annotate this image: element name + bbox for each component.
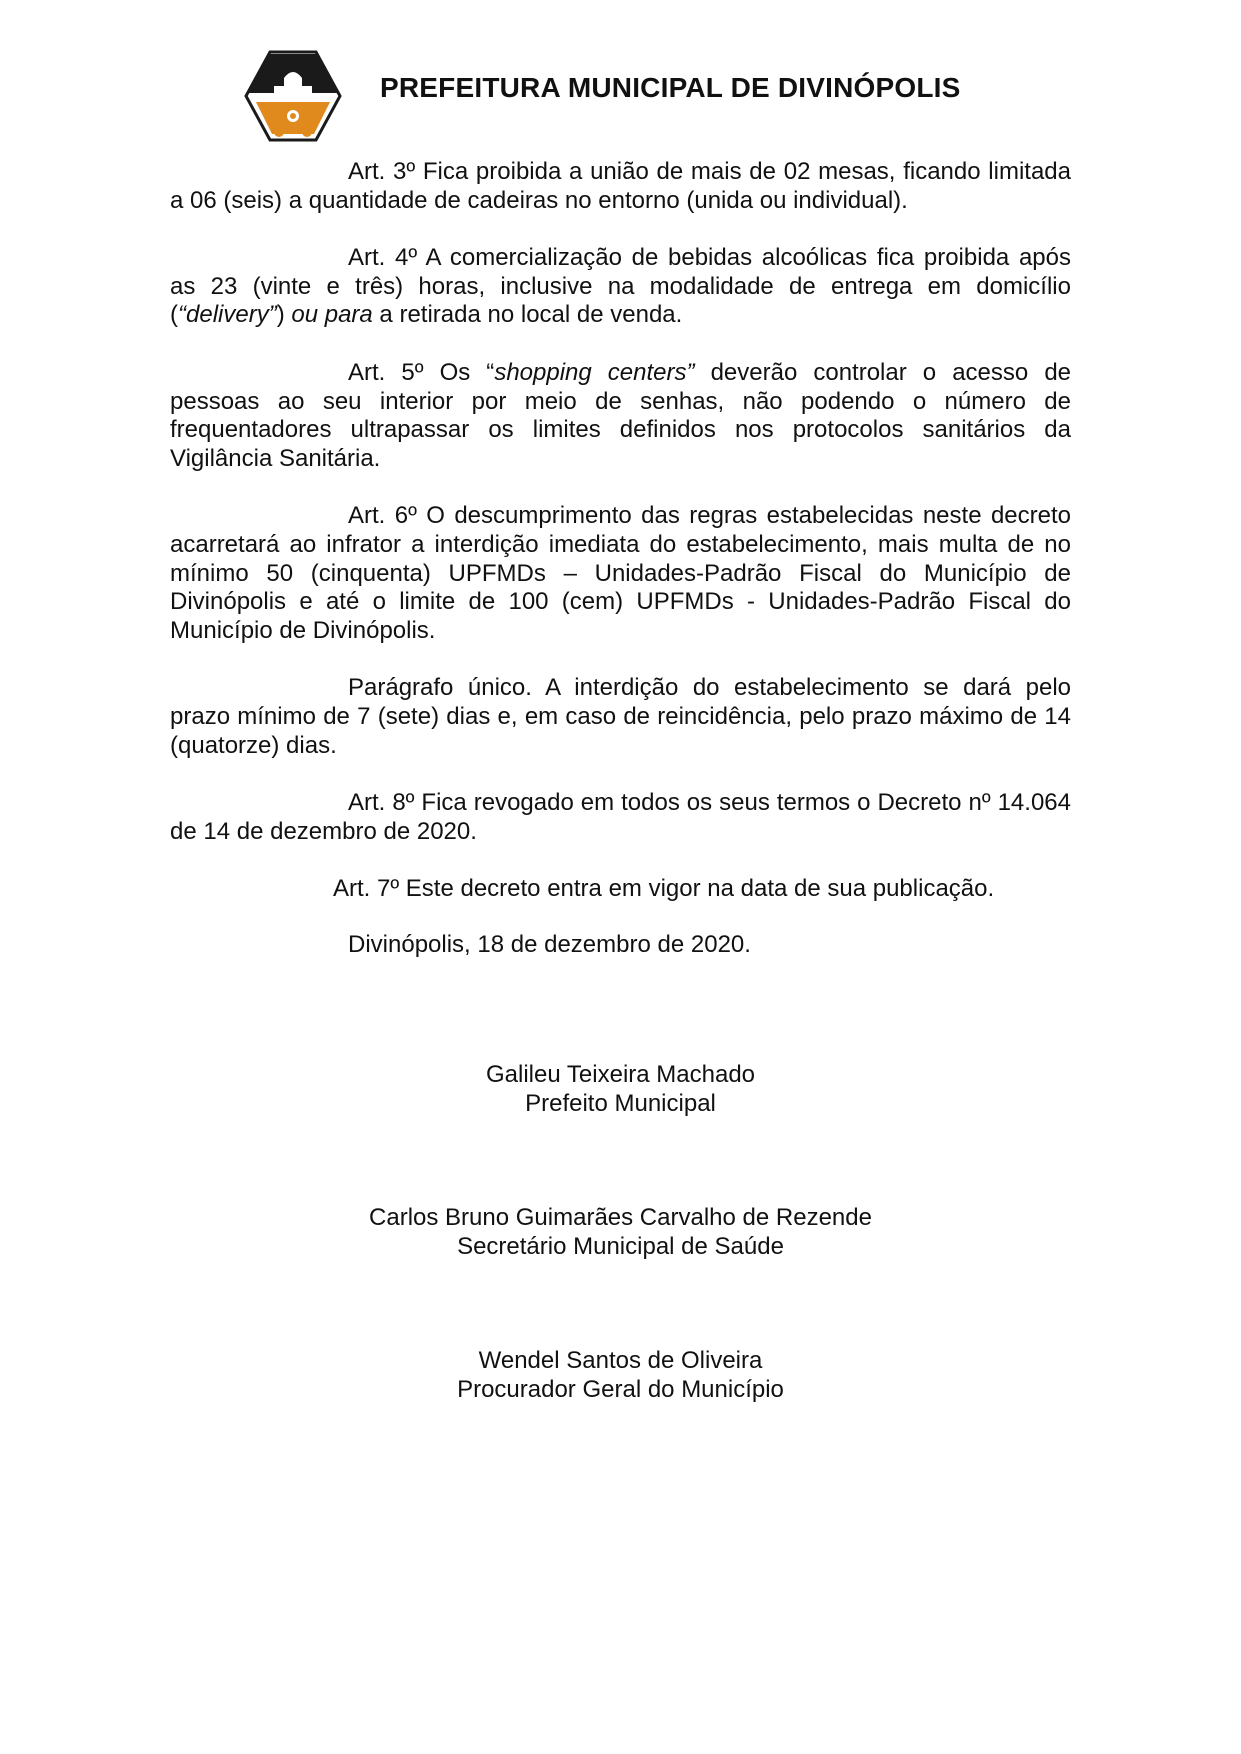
article-7: Art. 7º Este decreto entra em vigor na data de sua publicação.: [333, 875, 995, 903]
signatory-name: Carlos Bruno Guimarães Carvalho de Rezende: [369, 1204, 872, 1231]
signatory-role: Prefeito Municipal: [525, 1090, 716, 1117]
signature-block-mayor: [170, 1060, 1071, 1118]
page-title: PREFEITURA MUNICIPAL DE DIVINÓPOLIS: [380, 72, 961, 103]
article-5: Art. 5º Os “shopping centers” deverão controlar o acesso de pessoas ao seu interior por meio de senhas, não podendo o número de frequentadores ultrapassar os limites definidos nos protocolos sanitários da Vigilância Sanitária.: [170, 358, 1072, 472]
paragrafo-unico: Parágrafo único. A interdição do estabelecimento se dará pelo prazo mínimo de 7 (sete) dias e, em caso de reincidência, pelo prazo máximo de 14 (quatorze) dias.: [170, 674, 1071, 759]
signature-block-attorney-general: [170, 1346, 1071, 1404]
signatory-name: Galileu Teixeira Machado: [485, 1061, 756, 1088]
article-4: Art. 4º A comercialização de bebidas alcoólicas fica proibida após as 23 (vinte e três) horas, inclusive na modalidade de entrega em domicílio (“delivery”) ou para a retirada no local de venda.: [170, 244, 1071, 329]
article-8: Art. 8º Fica revogado em todos os seus termos o Decreto nº 14.064 de 14 de dezembro de 2020.: [170, 789, 1071, 845]
signatory-role: Secretário Municipal de Saúde: [457, 1233, 784, 1260]
signature-block-health-secretary: [170, 1203, 1071, 1261]
decree-body: [170, 158, 1071, 959]
divinopolis-coat-of-arms-icon: [244, 50, 342, 142]
signatory-name: Wendel Santos de Oliveira: [478, 1347, 763, 1374]
article-6: Art. 6º O descumprimento das regras estabelecidas neste decreto acarretará ao infrator a interdição imediata do estabelecimento, mais multa de no mínimo 50 (cinquenta) UPFMDs – Unidades-Padrão Fiscal do Município de Divinópolis e até o limite de 100 (cem) UPFMDs - Unidades-Padrão Fiscal do Município de Divinópolis.: [170, 502, 1071, 644]
date-line: Divinópolis, 18 de dezembro de 2020.: [348, 930, 751, 958]
signatory-role: Procurador Geral do Município: [457, 1376, 784, 1403]
article-3: Art. 3º Fica proibida a união de mais de 02 mesas, ficando limitada a 06 (seis) a quantidade de cadeiras no entorno (unida ou individual).: [170, 158, 1071, 214]
